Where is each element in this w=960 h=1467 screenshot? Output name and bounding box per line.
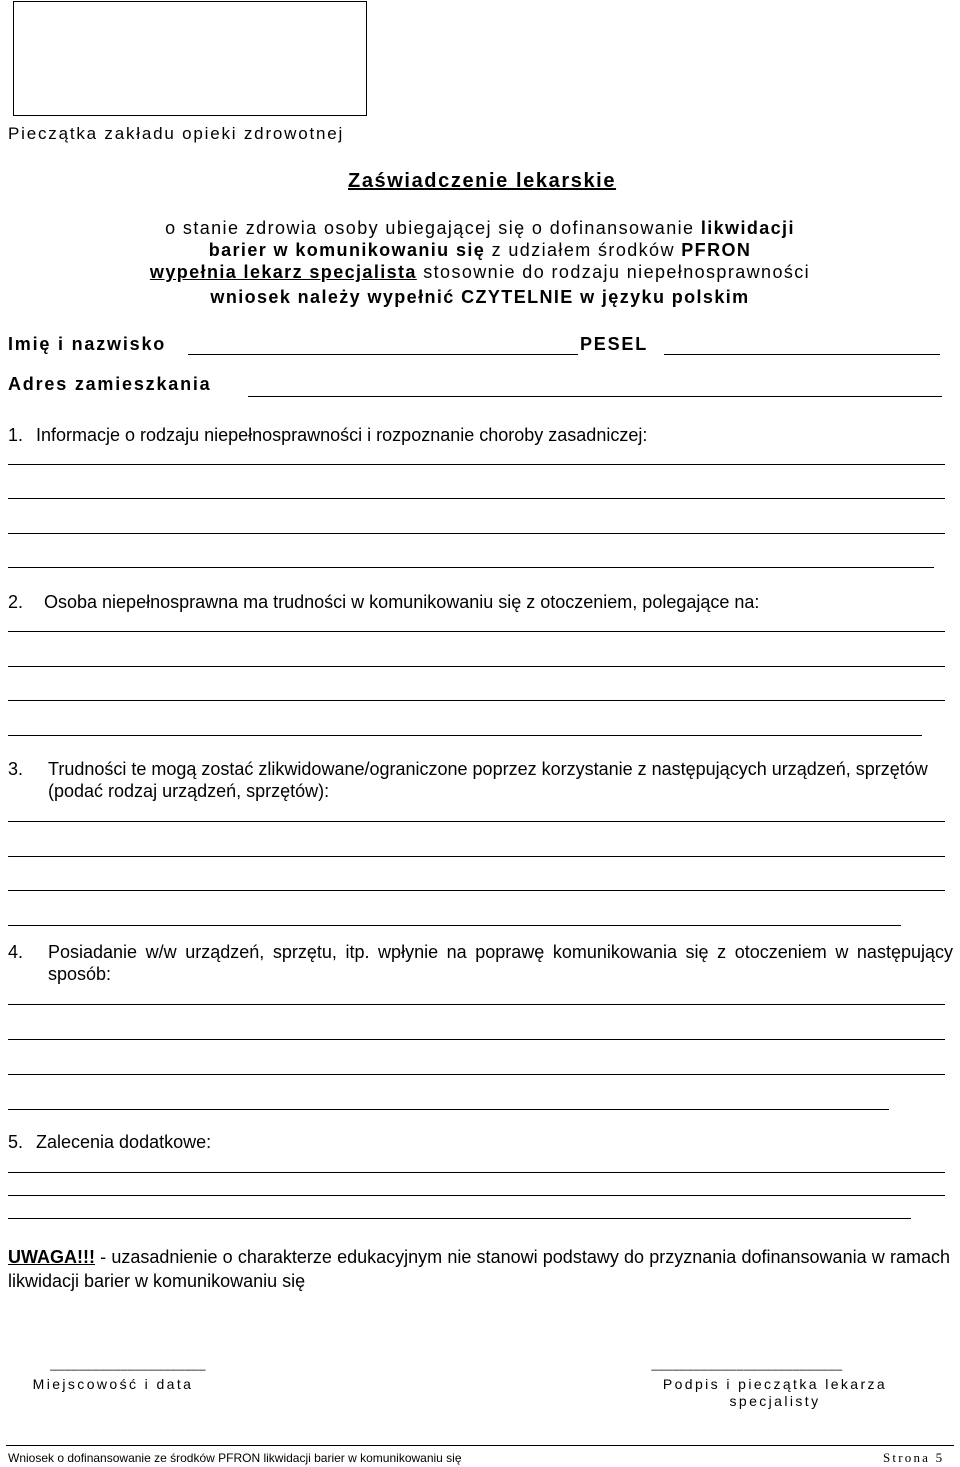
question-number: 5. bbox=[8, 1132, 24, 1152]
signature-label-2: specjalisty bbox=[729, 1393, 821, 1409]
answer-line[interactable] bbox=[8, 464, 945, 465]
warning-note bbox=[8, 1245, 950, 1293]
question-number: 3. bbox=[8, 759, 24, 779]
question-4 bbox=[8, 941, 953, 985]
place-date-label: Miejscowość i data bbox=[32, 1376, 194, 1392]
intro-line-4: wniosek należy wypełnić CZYTELNIE w języku polskim bbox=[210, 287, 750, 307]
address-label: Adres zamieszkania bbox=[8, 374, 212, 394]
pesel-label: PESEL bbox=[580, 334, 649, 354]
answer-line[interactable] bbox=[8, 1004, 945, 1005]
signature-line: ___________________________ bbox=[651, 1357, 843, 1371]
answer-line[interactable] bbox=[8, 666, 945, 667]
name-field[interactable] bbox=[188, 354, 578, 355]
warning-text: - uzasadnienie o charakterze edukacyjnym nie stanowi podstawy do przyznania dofinansowania w ramach likwidacji barier w komunikowaniu się bbox=[8, 1247, 950, 1291]
address-field[interactable] bbox=[248, 396, 942, 397]
answer-line[interactable] bbox=[8, 856, 945, 857]
signature-label-1: Podpis i pieczątka lekarza bbox=[662, 1376, 888, 1392]
intro-line-1-bold: likwidacji bbox=[700, 218, 795, 238]
name-label: Imię i nazwisko bbox=[8, 334, 167, 354]
answer-line[interactable] bbox=[8, 1109, 889, 1110]
stamp-label: Pieczątka zakładu opieki zdrowotnej bbox=[8, 124, 345, 143]
answer-line[interactable] bbox=[8, 925, 901, 926]
question-text: Osoba niepełnosprawna ma trudności w komunikowaniu się z otoczeniem, polegające na: bbox=[44, 592, 760, 612]
intro-line-2-text: z udziałem środków bbox=[485, 240, 682, 260]
answer-line[interactable] bbox=[8, 735, 922, 736]
answer-line[interactable] bbox=[8, 700, 945, 701]
question-text: Posiadanie w/w urządzeń, sprzętu, itp. wpłynie na poprawę komunikowania się z otoczeniem w następujący sposób: bbox=[48, 942, 953, 984]
answer-line[interactable] bbox=[8, 631, 945, 632]
intro-line-3-bold: wypełnia lekarz specjalista bbox=[149, 262, 417, 282]
intro-line-1-text: o stanie zdrowia osoby ubiegającej się o dofinansowanie bbox=[165, 218, 701, 238]
answer-line[interactable] bbox=[8, 821, 945, 822]
question-2 bbox=[8, 591, 948, 613]
question-text: Trudności te mogą zostać zlikwidowane/ograniczone poprzez korzystanie z następujących urządzeń, sprzętów (podać rodzaj urządzeń, sprzętów): bbox=[48, 759, 928, 801]
answer-line[interactable] bbox=[8, 1039, 945, 1040]
stamp-box bbox=[13, 1, 367, 116]
question-1 bbox=[8, 424, 948, 446]
answer-line[interactable] bbox=[8, 890, 945, 891]
intro-line-3 bbox=[0, 262, 960, 283]
pesel-field[interactable] bbox=[664, 354, 940, 355]
intro-line-2 bbox=[0, 240, 960, 261]
page-number: Strona 5 bbox=[883, 1450, 945, 1465]
question-text: Informacje o rodzaju niepełnosprawności i rozpoznanie choroby zasadniczej: bbox=[36, 425, 648, 445]
question-number: 1. bbox=[8, 425, 24, 445]
place-date-line: ______________________ bbox=[50, 1357, 206, 1371]
footer-divider bbox=[6, 1445, 954, 1446]
intro-line-2-bold2: PFRON bbox=[681, 240, 752, 260]
answer-line[interactable] bbox=[8, 533, 945, 534]
answer-line[interactable] bbox=[8, 1218, 911, 1219]
answer-line[interactable] bbox=[8, 1074, 945, 1075]
warning-label: UWAGA!!! bbox=[8, 1247, 95, 1267]
answer-line[interactable] bbox=[8, 1195, 945, 1196]
question-5 bbox=[8, 1131, 948, 1153]
intro-line-2-bold: barier w komunikowaniu się bbox=[208, 240, 486, 260]
intro-line-1 bbox=[0, 218, 960, 239]
footer-title: Wniosek o dofinansowanie ze środków PFRON likwidacji barier w komunikowaniu się bbox=[8, 1451, 462, 1465]
answer-line[interactable] bbox=[8, 1172, 945, 1173]
intro-line-3-text: stosownie do rodzaju niepełnosprawności bbox=[416, 262, 811, 282]
question-number: 2. bbox=[8, 592, 24, 612]
question-text: Zalecenia dodatkowe: bbox=[36, 1132, 212, 1152]
answer-line[interactable] bbox=[8, 498, 945, 499]
question-3 bbox=[8, 758, 953, 802]
question-number: 4. bbox=[8, 942, 24, 962]
document-title: Zaświadczenie lekarskie bbox=[348, 170, 617, 192]
answer-line[interactable] bbox=[8, 567, 934, 568]
